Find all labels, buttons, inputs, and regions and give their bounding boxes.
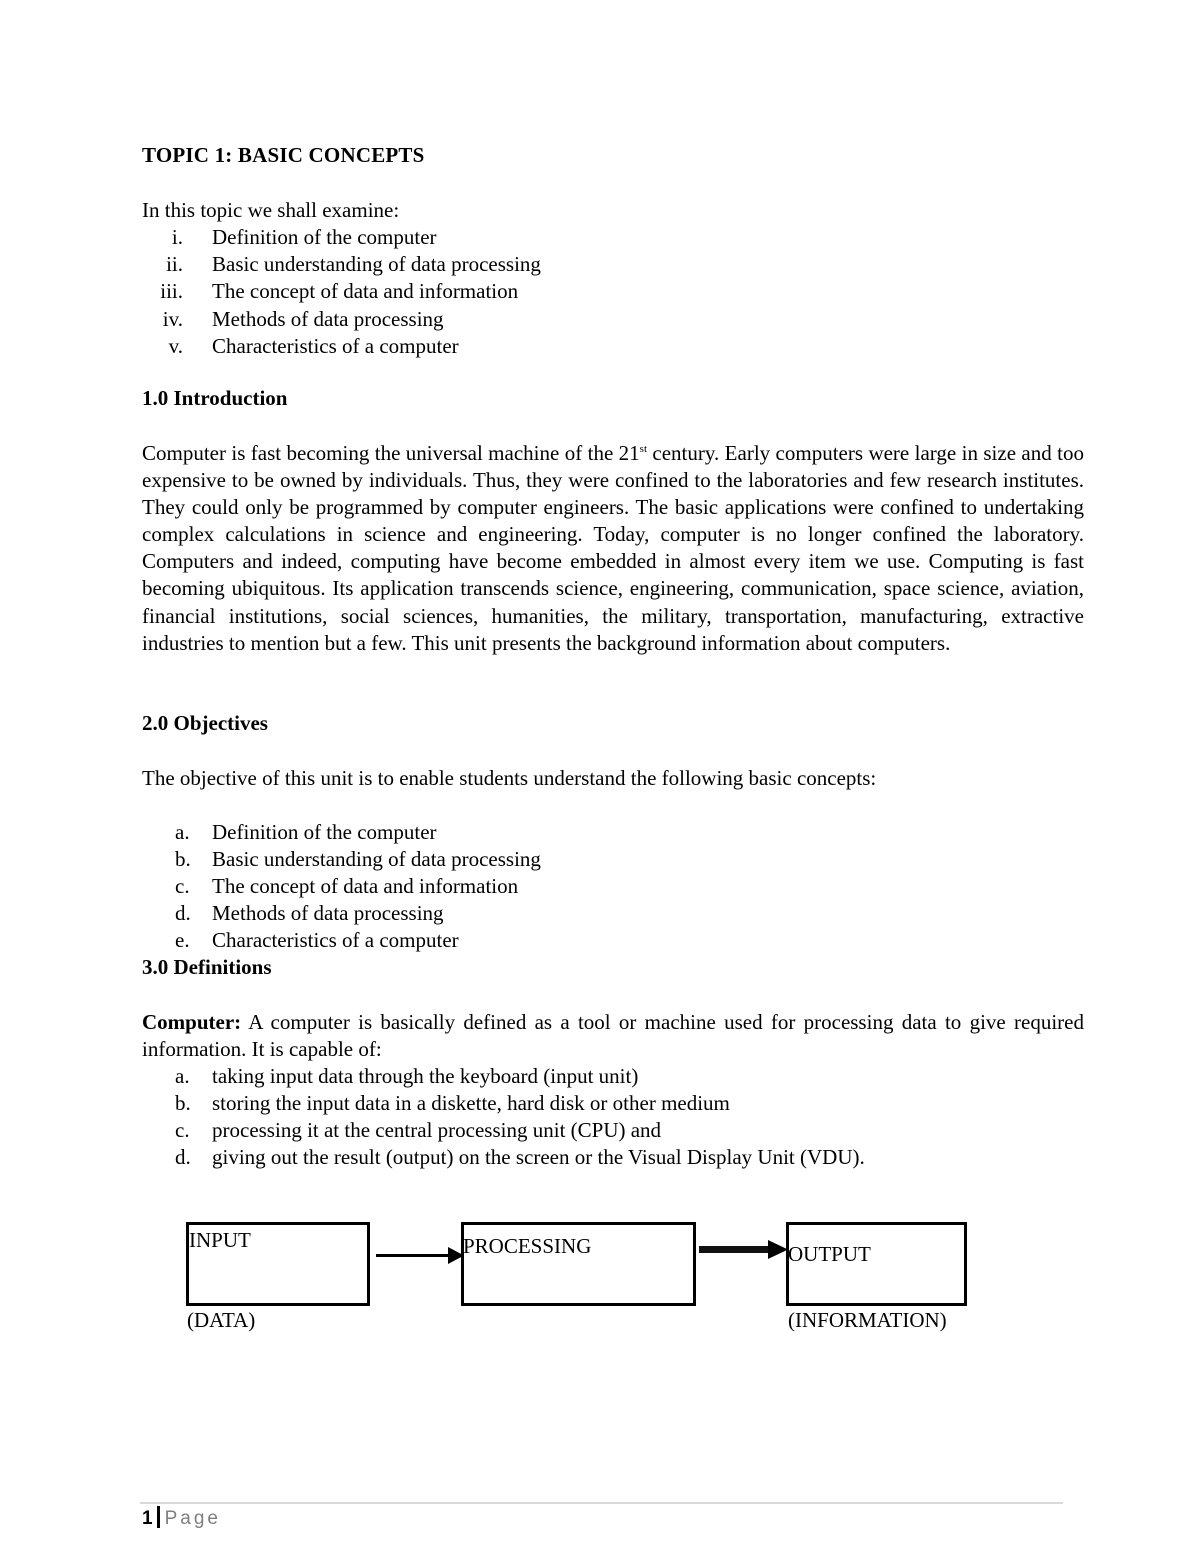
section-heading-objectives: 2.0 Objectives: [142, 711, 268, 735]
section-heading-introduction: 1.0 Introduction: [142, 386, 288, 410]
paragraph-text: Computer is fast becoming the universal machine of the 21: [142, 441, 640, 465]
section-heading-definitions: 3.0 Definitions: [142, 955, 272, 979]
input-box-label: INPUT: [189, 1228, 251, 1252]
list-item-text: Basic understanding of data processing: [212, 252, 541, 276]
page-footer: [142, 1506, 221, 1530]
footer-divider: [140, 1502, 1063, 1504]
list-item-text: Basic understanding of data processing: [212, 847, 541, 871]
list-item-text: The concept of data and information: [212, 874, 519, 898]
defined-term: Computer:: [142, 1010, 242, 1034]
list-item-text: Characteristics of a computer: [212, 928, 459, 952]
arrow-input-to-processing: [376, 1254, 452, 1257]
list-marker: iii.: [160, 279, 183, 303]
page-title: TOPIC 1: BASIC CONCEPTS: [142, 143, 425, 167]
list-marker: i.: [171, 225, 183, 249]
list-marker: iv.: [162, 307, 183, 331]
list-item-text: Methods of data processing: [212, 901, 444, 925]
list-item-text: Definition of the computer: [212, 225, 437, 249]
list-item-text: processing it at the central processing unit (CPU) and: [212, 1118, 662, 1142]
list-marker: a.: [175, 820, 190, 844]
list-marker: e.: [175, 928, 190, 952]
paragraph-text: century. Early computers were large in size and too expensive to be owned by individuals. Thus, they were confined to the laboratories and few research institutes. They could only be programmed by computer engineers. The basic applications were confined to undertaking complex calculations in science and engineering. Today, computer is no longer confined the laboratory. Computers and indeed, computing have become embedded in almost every item we use. Computing is fast becoming ubiquitous. Its application transcends science, engineering, communication, space science, aviation, financial institutions, social sciences, humanities, the military, transportation, manufacturing, extractive industries to mention but a few. This unit presents the background information about computers.: [142, 441, 1084, 655]
page-number: 1: [142, 1508, 153, 1529]
list-marker: d.: [175, 901, 191, 925]
arrow-processing-to-output: [699, 1246, 771, 1253]
list-marker: c.: [175, 874, 190, 898]
arrowhead-icon: [768, 1240, 788, 1259]
list-marker: c.: [175, 1118, 190, 1142]
definition-paragraph: [142, 1009, 1084, 1063]
definition-text: A computer is basically defined as a tool or machine used for processing data to give required information. It is capable of:: [142, 1010, 1084, 1062]
objectives-paragraph: The objective of this unit is to enable students understand the following basic concepts:: [142, 766, 877, 790]
list-marker: a.: [175, 1064, 190, 1088]
list-item-text: taking input data through the keyboard (input unit): [212, 1064, 639, 1088]
output-caption: (INFORMATION): [788, 1308, 947, 1332]
list-item-text: The concept of data and information: [212, 279, 519, 303]
list-marker: d.: [175, 1145, 191, 1169]
list-marker: b.: [175, 847, 191, 871]
footer-separator: [157, 1506, 160, 1528]
introduction-paragraph: [142, 440, 1084, 657]
superscript: st: [639, 443, 648, 455]
list-marker: b.: [175, 1091, 191, 1115]
list-marker: ii.: [166, 252, 183, 276]
page-label: Page: [164, 1508, 221, 1529]
input-caption: (DATA): [187, 1308, 256, 1332]
list-item-text: giving out the result (output) on the screen or the Visual Display Unit (VDU).: [212, 1145, 865, 1169]
processing-box-label: PROCESSING: [463, 1234, 592, 1258]
list-item-text: storing the input data in a diskette, hard disk or other medium: [212, 1091, 730, 1115]
intro-text: In this topic we shall examine:: [142, 198, 400, 222]
list-marker: v.: [168, 334, 183, 358]
list-item-text: Definition of the computer: [212, 820, 437, 844]
output-box-label: OUTPUT: [788, 1242, 871, 1266]
list-item-text: Methods of data processing: [212, 307, 444, 331]
list-item-text: Characteristics of a computer: [212, 334, 459, 358]
